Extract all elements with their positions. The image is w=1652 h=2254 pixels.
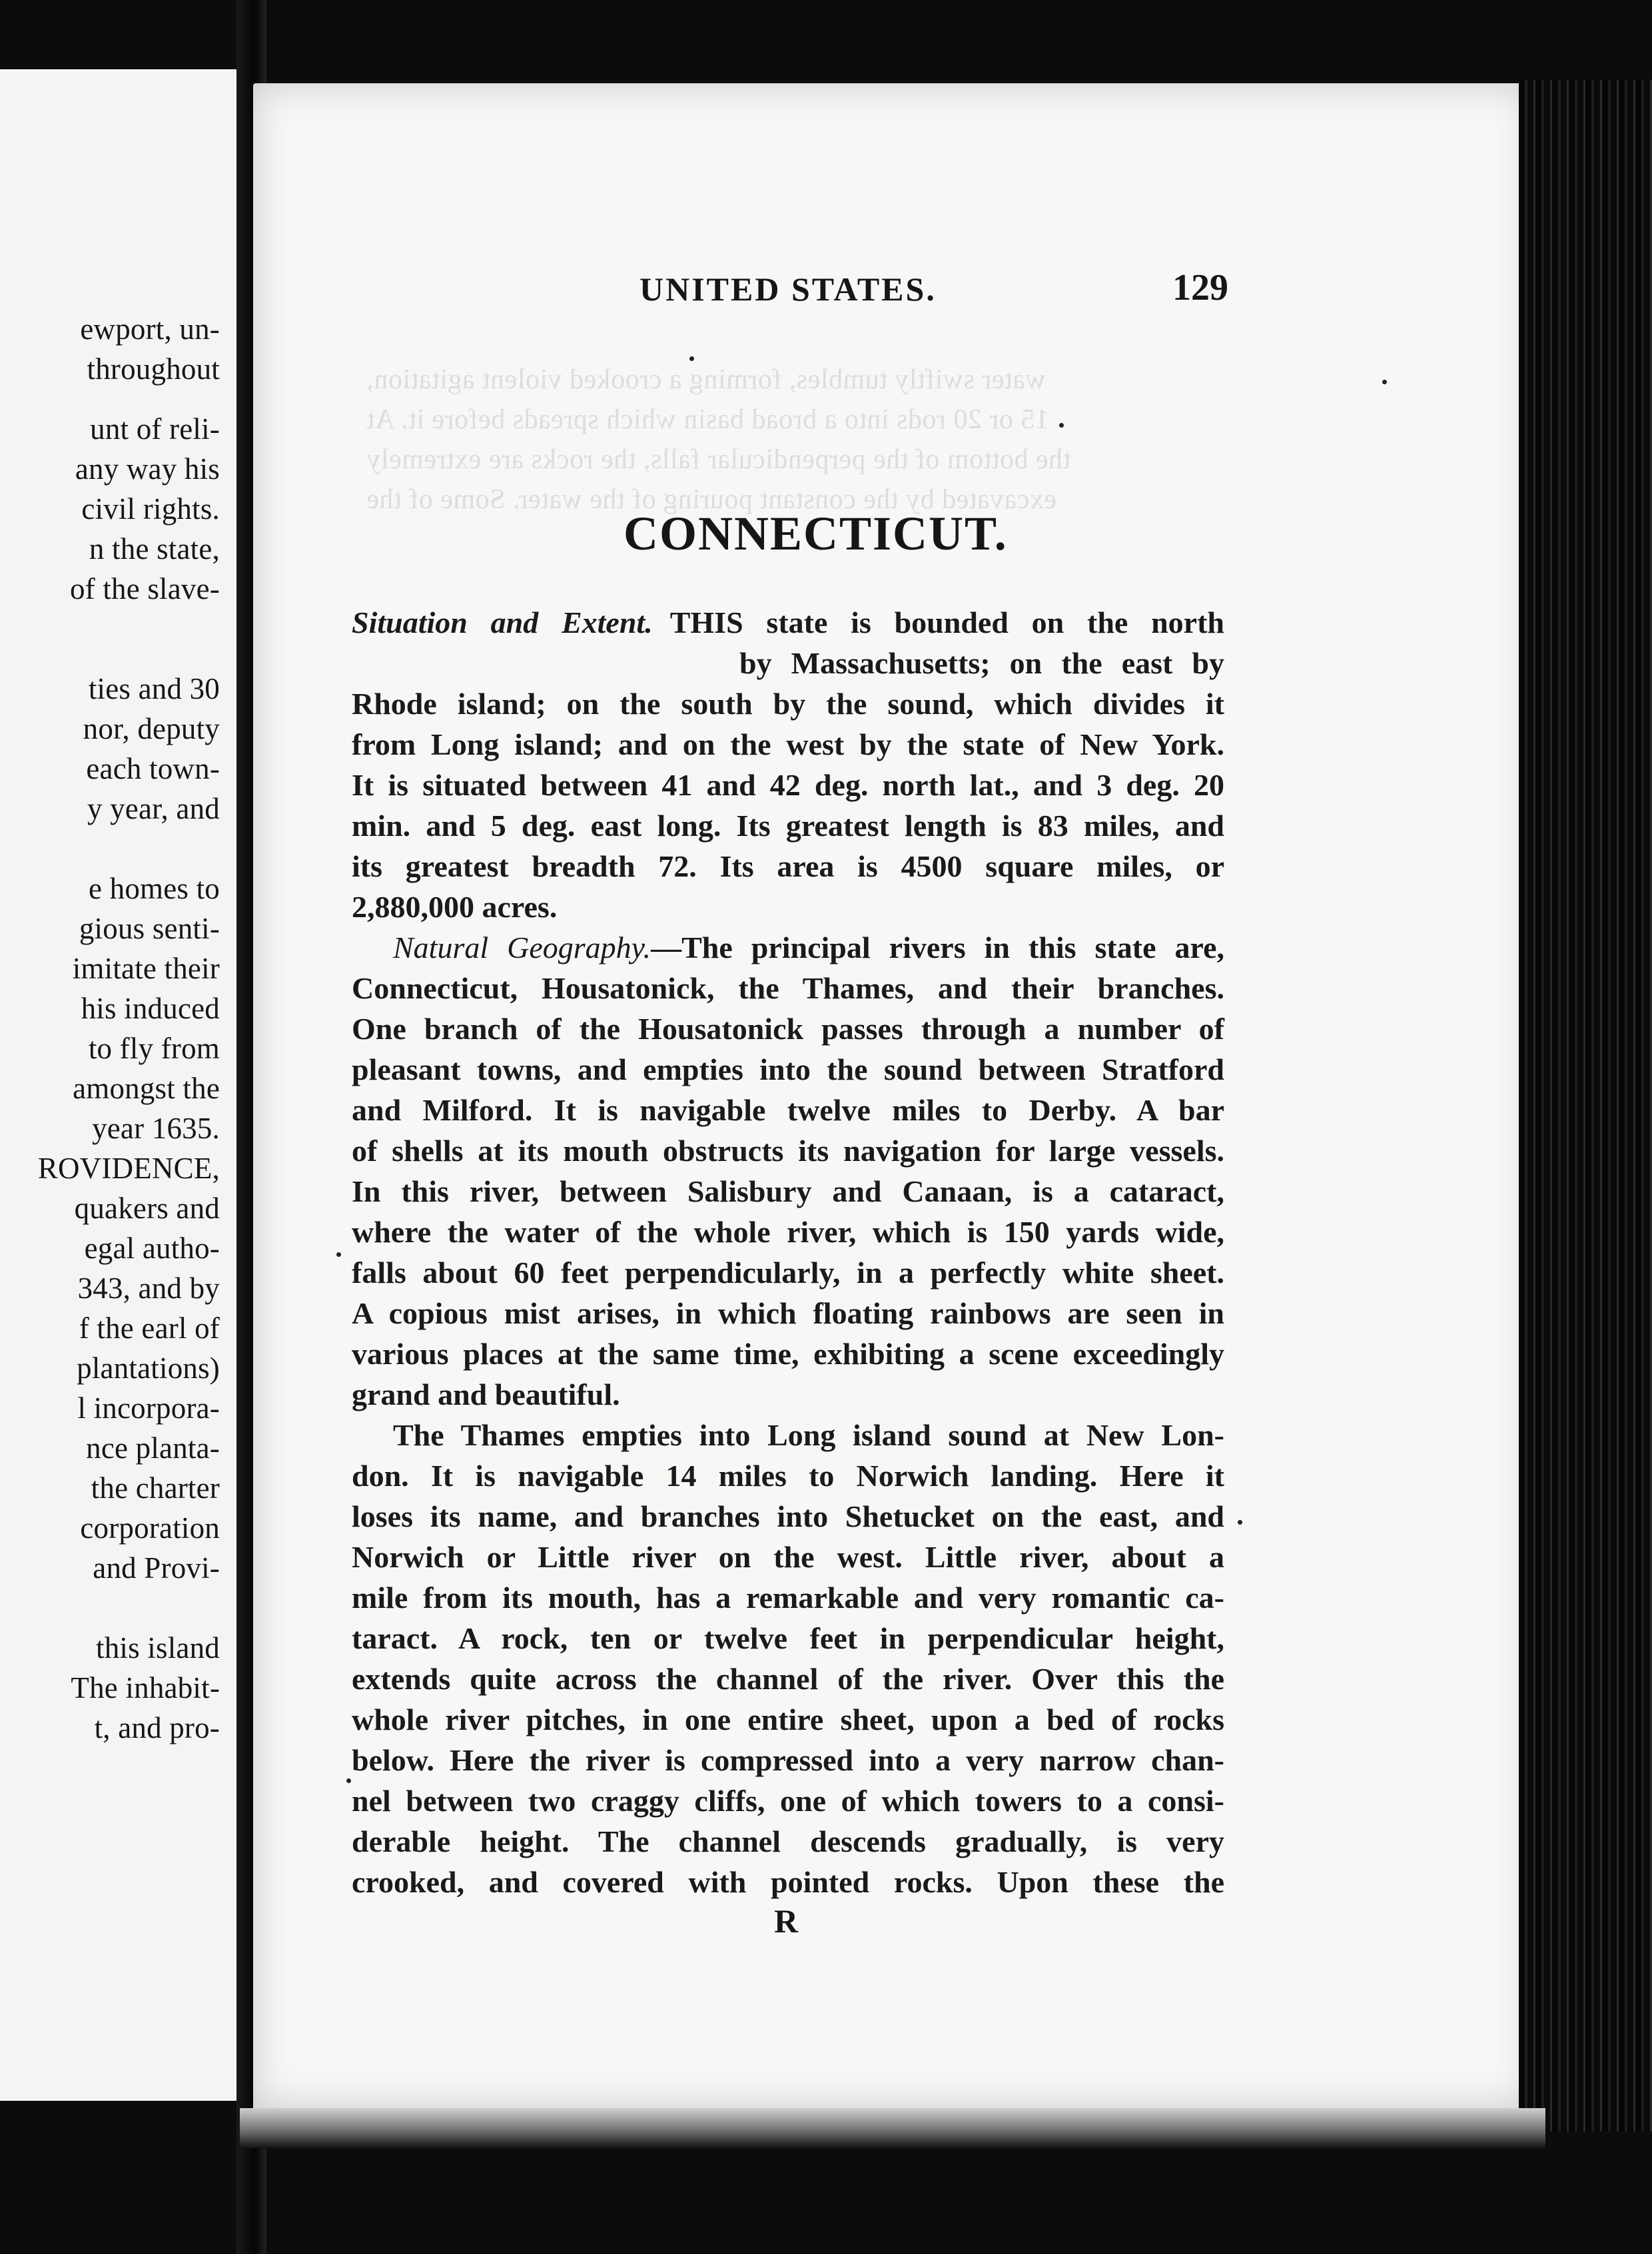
body-line: mile from its mouth, has a remarkable and very romantic ca- [352,1581,1224,1615]
body-line: don. It is navigable 14 miles to Norwich landing. Here it [352,1459,1224,1493]
body-line: Connecticut, Housatonick, the Thames, and their branches. [352,971,1224,1005]
scan-speck [1238,1520,1242,1525]
left-line: civil rights. [81,492,220,526]
left-line: n the state, [89,532,220,565]
body-line: below. Here the river is compressed into a very narrow chan- [352,1743,1224,1777]
left-line: to fly from [88,1032,220,1065]
left-line: ewport, un- [80,312,220,346]
body-line: 2,880,000 acres. [352,890,558,924]
body-line: grand and beautiful. [352,1377,620,1411]
body-line: from Long island; and on the west by the state of New York. [352,727,1224,761]
left-line: this island [96,1631,220,1665]
left-line: plantations) [77,1351,220,1385]
left-line: e homes to [89,872,220,905]
left-line: nor, deputy [83,712,220,745]
body-line: derable height. The channel descends gradually, is very [352,1824,1224,1858]
show-through-line: water swiftly tumbles, forming a crooked violent agitation, [366,364,1046,395]
signature-mark: R [774,1902,799,1940]
show-through-line: excavated by the constant pouring of the water. Some of the [366,484,1057,515]
body-line: pleasant towns, and empties into the sound between Stratford [352,1052,1224,1086]
body-line: min. and 5 deg. east long. Its greatest length is 83 miles, and [352,809,1224,843]
body-line: One branch of the Housatonick passes through a number of [352,1012,1224,1046]
body-line: of shells at its mouth obstructs its navigation for large vessels. [352,1134,1224,1168]
left-line: y year, and [87,792,220,825]
left-line: the charter [91,1471,220,1505]
body-line: nel between two craggy cliffs, one of which towers to a consi- [352,1784,1224,1818]
body-line: whole river pitches, in one entire sheet, upon a bed of rocks [352,1702,1224,1736]
body-line: loses its name, and branches into Shetucket on the east, and [352,1499,1224,1533]
sidenote: Situation and Extent. [352,605,653,639]
show-through-line: 15 or 20 rods into a broad basin which spreads before it. At [366,404,1049,435]
scan-speck [1059,423,1064,428]
left-line: year 1635. [92,1112,220,1145]
scan-speck [689,356,694,361]
left-line: egal autho- [84,1232,220,1265]
left-line: any way his [75,452,220,486]
body-line [352,603,1224,643]
left-line: unt of reli- [90,412,220,446]
body-line: The Thames empties into Long island sound at New Lon- [393,1418,1224,1452]
section-heading: Natural Geography. [393,931,651,964]
left-line: ties and 30 [88,672,220,705]
body-line: extends quite across the channel of the river. Over this the [352,1662,1224,1696]
scan-speck [346,1778,351,1783]
body-line [393,928,1224,968]
left-line: amongst the [73,1072,220,1105]
body-line-text: THIS state is bounded on the north [669,605,1224,639]
running-head: UNITED STATES. [639,270,937,308]
left-line: and Provi- [93,1551,220,1585]
left-line: imitate their [72,952,220,985]
show-through-line: the bottom of the perpendicular falls, the rocks are extremely [366,444,1071,475]
body-line: taract. A rock, ten or twelve feet in perpendicular height, [352,1621,1224,1655]
left-line: 343, and by [77,1272,220,1305]
body-line: crooked, and covered with pointed rocks. Upon these the [352,1865,1224,1899]
left-line: of the slave- [69,572,220,605]
scan-speck [1382,380,1387,384]
page-number: 129 [1172,267,1228,308]
chapter-title: CONNECTICUT. [623,507,1008,560]
page-bottom-shadow [240,2108,1545,2148]
left-line: quakers and [74,1192,220,1225]
body-line: its greatest breadth 72. Its area is 4500 square miles, or [352,849,1224,883]
body-line: various places at the same time, exhibiting a scene exceedingly [352,1337,1224,1371]
left-line: each town- [86,752,220,785]
body-line: In this river, between Salisbury and Canaan, is a cataract, [352,1174,1224,1208]
left-line: nce planta- [86,1431,220,1465]
left-line: t, and pro- [94,1711,220,1744]
body-line-text: —The principal rivers in this state are, [651,931,1224,964]
left-line: throughout [87,352,220,386]
scan-speck [336,1252,341,1257]
body-line: and Milford. It is navigable twelve miles to Derby. A bar [352,1093,1224,1127]
left-line: l incorpora- [77,1391,220,1425]
left-line: The inhabit- [71,1671,220,1704]
body-line: where the water of the whole river, which is 150 yards wide, [352,1215,1224,1249]
body-line: Rhode island; on the south by the sound, which divides it [352,687,1224,721]
body-line: A copious mist arises, in which floating rainbows are seen in [352,1296,1224,1330]
body-line: falls about 60 feet perpendicularly, in a perfectly white sheet. [352,1256,1224,1290]
page-edge-stack [1519,80,1652,2131]
left-line: his induced [81,992,220,1025]
body-line: by Massachusetts; on the east by [739,646,1224,680]
left-line: gious senti- [79,912,220,945]
left-line: f the earl of [79,1312,220,1345]
left-line: corporation [80,1511,220,1545]
body-line: It is situated between 41 and 42 deg. north lat., and 3 deg. 20 [352,768,1224,802]
left-line: ROVIDENCE, [37,1152,220,1185]
body-line: Norwich or Little river on the west. Little river, about a [352,1540,1224,1574]
